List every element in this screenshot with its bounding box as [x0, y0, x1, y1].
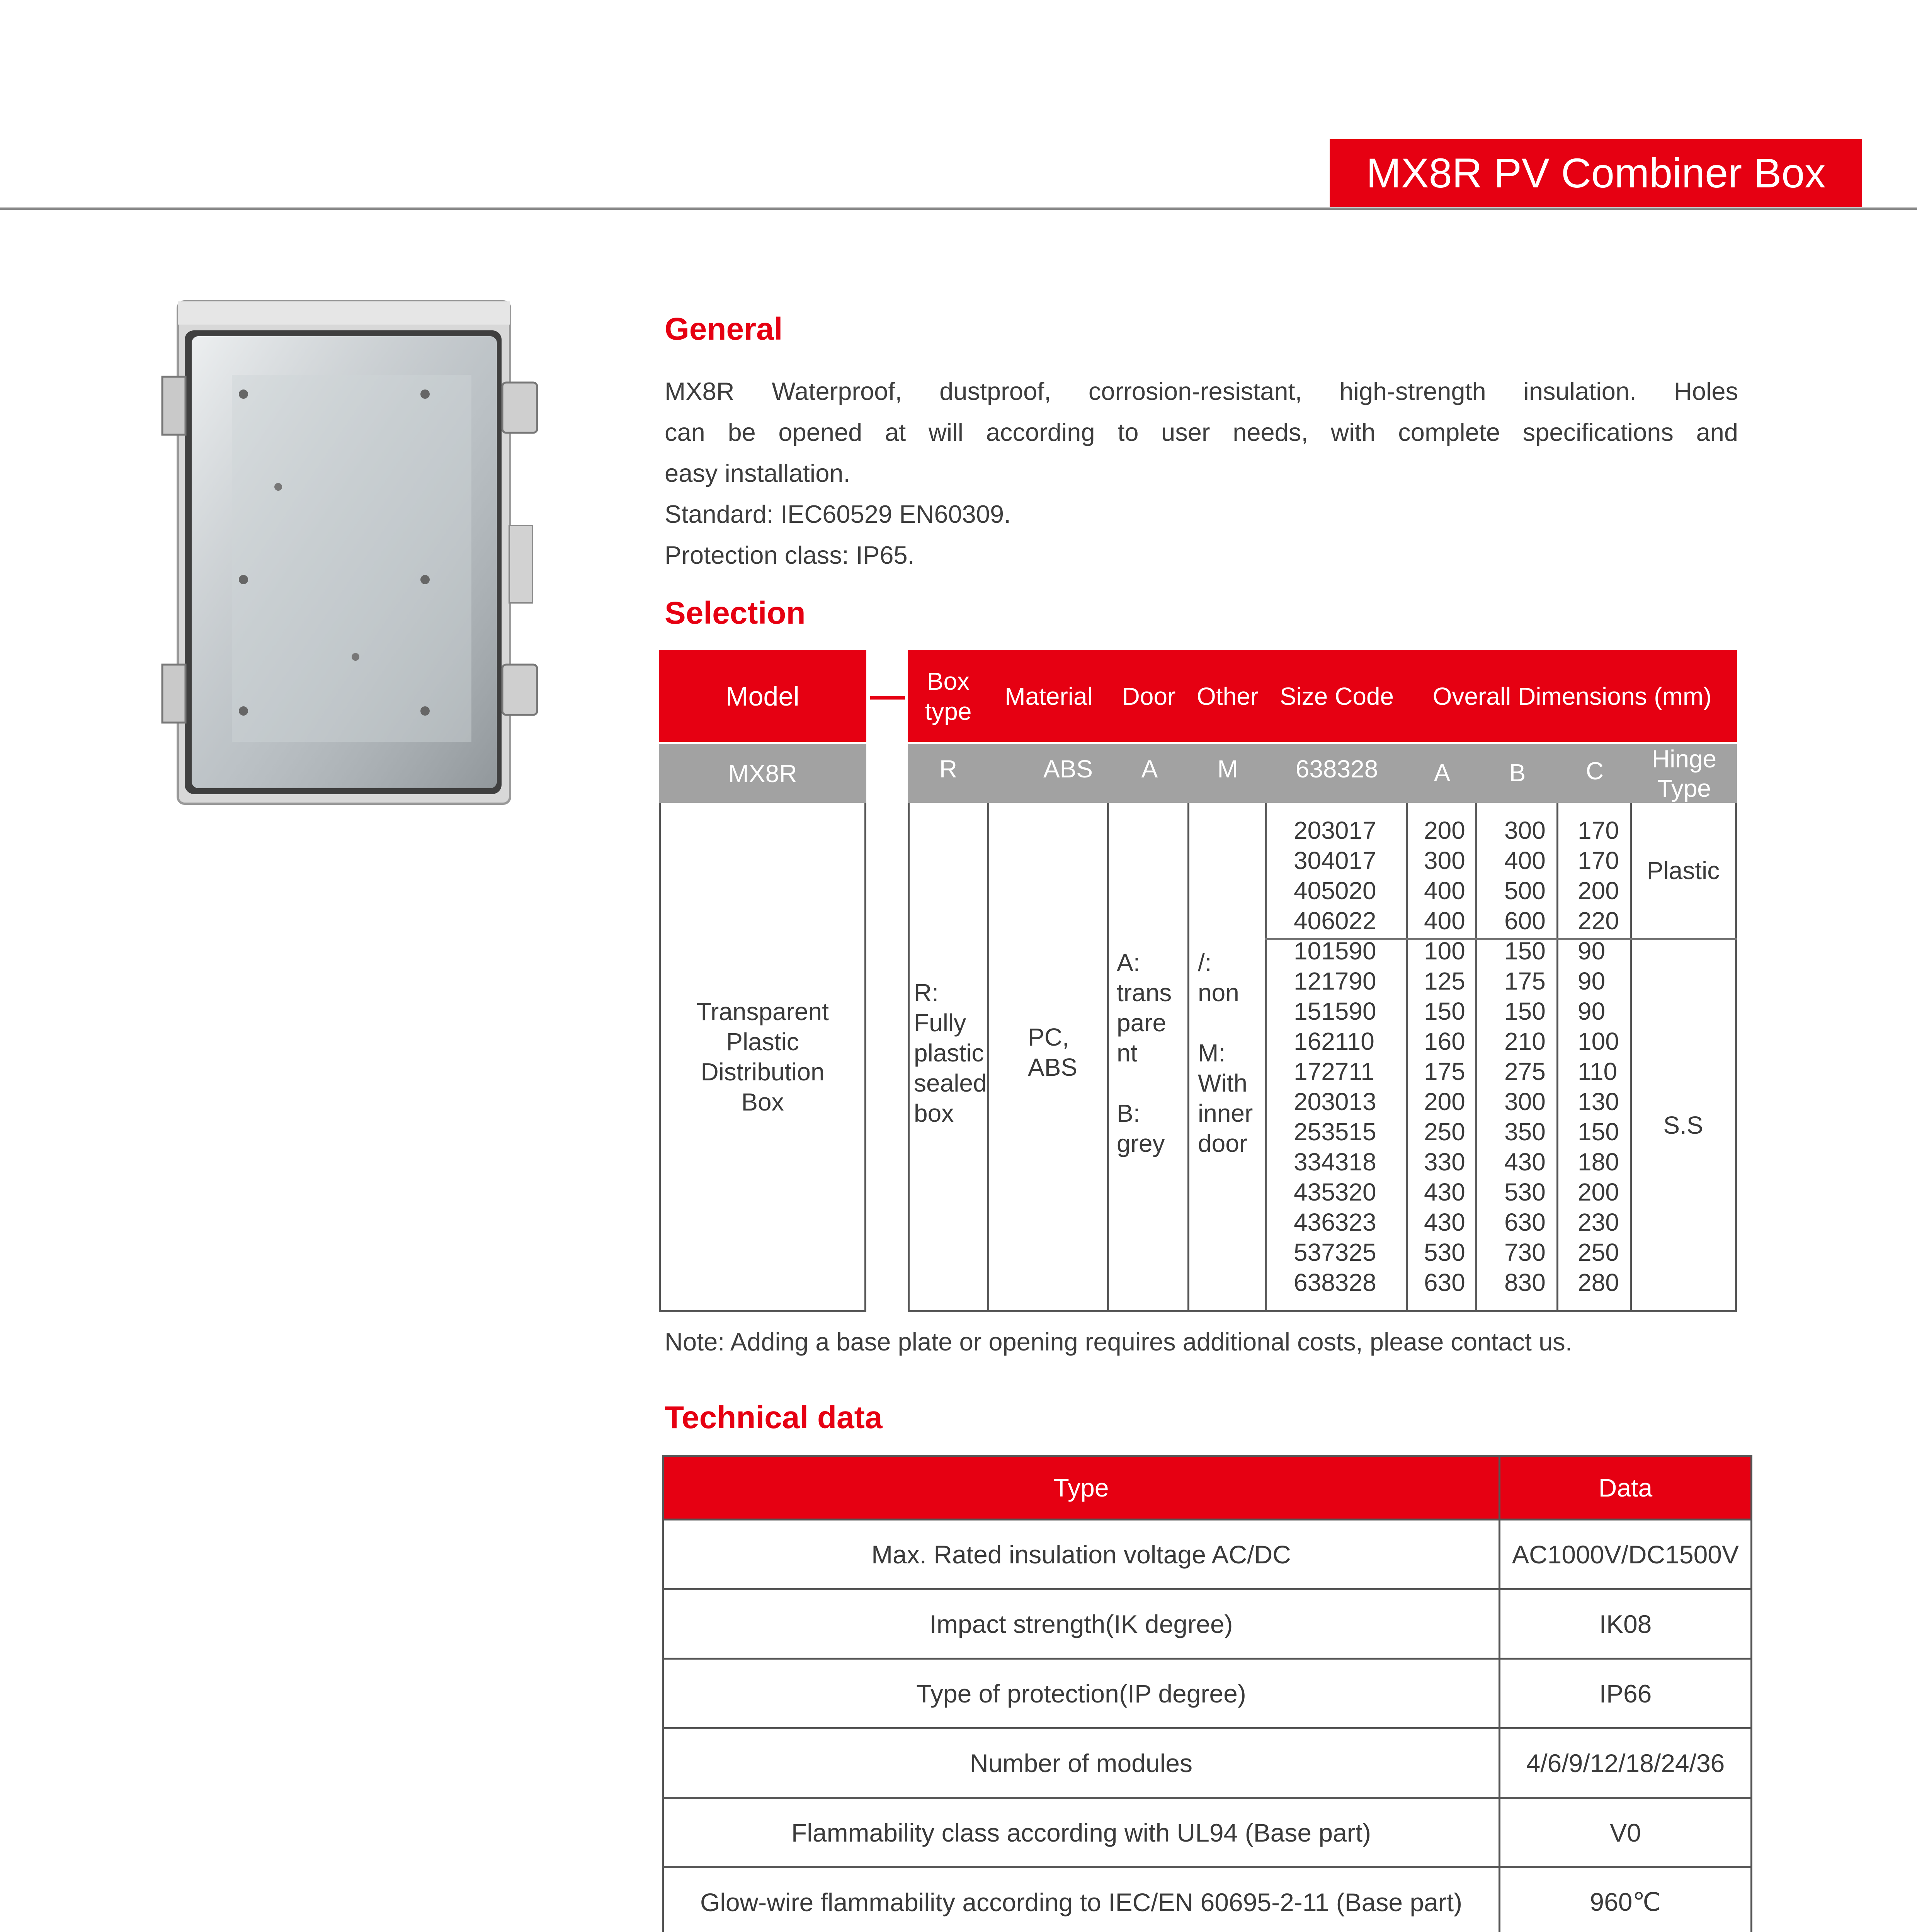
technical-row-data: V0 [1499, 1799, 1750, 1866]
general-line-1: MX8R Waterproof, dustproof, corrosion-resistant, high-strength insulation. Holes [665, 377, 1738, 405]
header-model: Model [659, 650, 866, 742]
technical-heading: Technical data [665, 1400, 883, 1435]
technical-header-type: Type [1053, 1473, 1109, 1502]
technical-row-data: 960℃ [1499, 1868, 1750, 1932]
technical-row-type: Max. Rated insulation voltage AC/DC [871, 1540, 1291, 1569]
example-other: M [1217, 755, 1238, 783]
model-description-text: Transparent Plastic Distribution Box [696, 997, 829, 1116]
header-other: Other [1196, 682, 1259, 710]
border [987, 803, 989, 1312]
technical-header-row [662, 1455, 1752, 1520]
border [908, 1310, 1737, 1312]
header-material: Material [1005, 682, 1093, 710]
dims-a-plastic: 200 300 400 400 [1424, 816, 1465, 935]
technical-row-data: 4/6/9/12/18/24/36 [1499, 1729, 1750, 1797]
selection-note: Note: Adding a base plate or opening requires additional costs, please contact us. [665, 1328, 1572, 1356]
border [1107, 803, 1109, 1312]
dims-c-plastic: 170 170 200 220 [1578, 816, 1619, 935]
header-box-type: Box type [925, 667, 972, 725]
general-heading: General [665, 311, 783, 347]
example-door-value: A [1141, 755, 1158, 783]
other-description: /: non M: With inner door [1198, 949, 1253, 1157]
technical-row [662, 1590, 1752, 1660]
header-door: Door [1122, 682, 1176, 710]
technical-row [662, 1868, 1752, 1932]
dims-b-ss: 150 175 150 210 275 300 350 430 530 630 730 830 [1504, 937, 1546, 1296]
example-dim-b: B [1509, 759, 1526, 787]
product-photo [155, 294, 549, 811]
hinge-type-ss: S.S [1663, 1111, 1703, 1139]
technical-row-type: Glow-wire flammability according to IEC/EN 60695-2-11 (Base part) [700, 1888, 1463, 1917]
technical-header-data: Data [1499, 1457, 1750, 1519]
example-box-type: R [939, 755, 958, 783]
example-dim-a: A [1434, 759, 1451, 787]
technical-row [662, 1660, 1752, 1729]
hinge-type-plastic: Plastic [1647, 857, 1720, 884]
general-standard: Standard: IEC60529 EN60309. [665, 500, 1011, 528]
technical-row [662, 1799, 1752, 1868]
dims-b-plastic: 300 400 500 600 [1504, 816, 1546, 935]
general-line-2: can be opened at will according to user needs, with complete specifications and [665, 418, 1738, 446]
page-title [1330, 139, 1862, 207]
border [1406, 803, 1408, 1312]
box-type-description: R: Fully plastic sealed box [914, 979, 987, 1127]
general-protection: Protection class: IP65. [665, 541, 915, 569]
material-description: PC, ABS [1028, 1023, 1078, 1081]
technical-row-type: Flammability class according with UL94 (Base part) [791, 1818, 1371, 1847]
general-description [665, 371, 1738, 576]
example-model: MX8R [659, 744, 866, 803]
technical-row-type: Impact strength(IK degree) [929, 1609, 1233, 1638]
border [1187, 803, 1189, 1312]
example-hinge-type: Hinge Type [1652, 745, 1717, 802]
technical-row-data: IK08 [1499, 1590, 1750, 1658]
border [908, 803, 910, 1312]
technical-row-data: IP66 [1499, 1660, 1750, 1727]
technical-row-data: AC1000V/DC1500V [1499, 1520, 1750, 1588]
border [1735, 803, 1737, 1312]
dims-a-ss: 100 125 150 160 175 200 250 330 430 430 530 630 [1424, 937, 1465, 1296]
model-separator-dash: — [870, 676, 905, 715]
header-size-code: Size Code [1279, 682, 1394, 710]
general-line-3: easy installation. [665, 459, 850, 487]
title-product: PV Combiner Box [1493, 150, 1826, 196]
technical-row-type: Type of protection(IP degree) [916, 1679, 1246, 1708]
selection-heading: Selection [665, 595, 806, 631]
size-codes-plastic: 203017 304017 405020 406022 [1294, 816, 1376, 935]
dims-c-ss: 90 90 90 100 110 130 150 180 200 230 250 280 [1578, 937, 1619, 1296]
technical-row [662, 1520, 1752, 1590]
border [864, 803, 866, 1312]
border [1556, 803, 1558, 1312]
border [659, 1310, 866, 1312]
header-overall-dimensions: Overall Dimensions (mm) [1432, 682, 1712, 710]
border [1475, 803, 1477, 1312]
border [1265, 803, 1267, 1312]
door-description: A: trans pare nt B: grey [1117, 949, 1172, 1157]
example-size-code: 638328 [1295, 755, 1378, 783]
technical-row [662, 1729, 1752, 1799]
technical-row-type: Number of modules [970, 1748, 1192, 1777]
title-model: MX8R [1366, 150, 1482, 196]
model-description [661, 803, 864, 1310]
size-codes-ss: 101590 121790 151590 162110 172711 203013 253515 334318 435320 436323 537325 638328 [1294, 937, 1376, 1296]
header-divider [0, 207, 1917, 210]
example-material: ABS [1043, 755, 1093, 783]
example-dim-c: C [1585, 757, 1604, 785]
